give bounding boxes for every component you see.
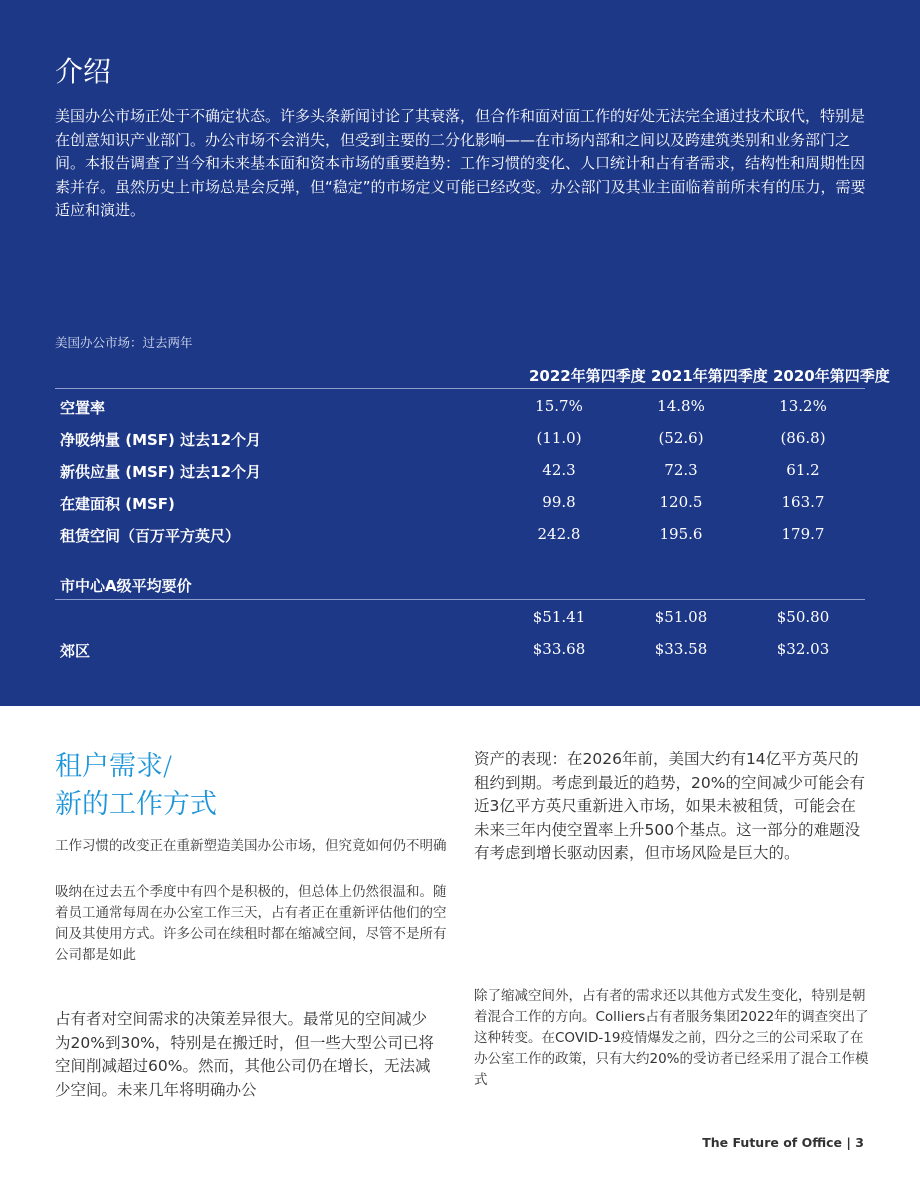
row-label-net-absorption: 净吸纳量 (MSF) 过去12个月: [60, 431, 262, 449]
table-cell: 15.7%: [535, 397, 583, 415]
table-cell: 61.2: [786, 461, 820, 479]
intro-body: 美国办公市场正处于不确定状态。许多头条新闻讨论了其衰落，但合作和面对面工作的好处无法完全通过技术取代，特别是在创意知识产业部门。办公市场不会消失，但受到主要的二分化影响——在市场内部和之间以及跨建筑类别和业务部门之间。本报告调查了当今和未来基本面和资本市场的重要趋势：工作习惯的变化、人口统计和占有者需求，结构性和周期性因素并存。虽然历史上市场总是会反弹，但“稳定”的市场定义可能已经改变。办公部门及其业主面临着前所未有的压力，需要适应和演进。: [55, 107, 866, 219]
table-cell: (52.6): [658, 429, 704, 447]
table-cell: 72.3: [664, 461, 698, 479]
table-cell: $50.80: [776, 608, 830, 626]
table-cell: 179.7: [781, 525, 825, 543]
row-label-under-construction: 在建面积 (MSF): [60, 495, 175, 513]
table-cell: 195.6: [659, 525, 703, 543]
section-title-line2: 新的工作方式: [55, 789, 217, 820]
intro-title: 介绍: [55, 55, 112, 88]
table-cell: 120.5: [659, 493, 703, 511]
table-cell: $51.08: [654, 608, 708, 626]
paragraph-assets: 资产的表现：在2026年前，美国大约有14亿平方英尺的租约到期。考虑到最近的趋势，20%的空间减少可能会有近3亿平方英尺重新进入市场，如果未被租赁，可能会在未来三年内使空置率上升500个基点。这一部分的难题没有考虑到增长驱动因素，但市场风险是巨大的。: [474, 750, 865, 862]
row-label-suburban: 郊区: [60, 642, 91, 660]
table-cell: $51.41: [532, 608, 586, 626]
table-cell: (86.8): [780, 429, 826, 447]
table-cell: 14.8%: [657, 397, 705, 415]
column-header-2021q4: 2021年第四季度: [651, 367, 768, 385]
table-cell: 13.2%: [779, 397, 827, 415]
table-cell: 99.8: [542, 493, 576, 511]
paragraph-decisions: 占有者对空间需求的决策差异很大。最常见的空间减少为20%到30%，特别是在搬迁时，但一些大型公司已将空间削减超过60%。然而，其他公司仍在增长，无法减少空间。未来几年将明确办公: [55, 1010, 434, 1099]
page-footer: The Future of Office | 3: [702, 1135, 864, 1150]
paragraph-hybrid: 除了缩减空间外，占有者的需求还以其他方式发生变化，特别是朝着混合工作的方向。Colliers占有者服务集团2022年的调查突出了这种转变。在COVID-19疫情爆发之前，四分之三的公司采取了在办公室工作的政策，只有大约20%的受访者已经采用了混合工作模式: [474, 988, 869, 1088]
section-title: [55, 748, 217, 824]
table-cell: 42.3: [542, 461, 576, 479]
table-cell: $32.03: [776, 640, 830, 658]
rent-section-rule: [55, 599, 865, 600]
row-label-vacancy: 空置率: [60, 399, 106, 417]
table-caption: 美国办公市场：过去两年: [55, 335, 193, 350]
section-title-line1: 租户需求/: [55, 751, 173, 782]
paragraph-absorption: 吸纳在过去五个季度中有四个是积极的，但总体上仍然很温和。随着员工通常每周在办公室工作三天，占有者正在重新评估他们的空间及其使用方式。许多公司在续租时都在缩减空间，尽管不是所有公司都是如此: [55, 884, 447, 963]
column-header-2020q4: 2020年第四季度: [773, 367, 890, 385]
paragraph-habits: 工作习惯的改变正在重新塑造美国办公市场，但究竟如何仍不明确: [55, 838, 447, 854]
table-cell: 163.7: [781, 493, 825, 511]
table-cell: $33.68: [532, 640, 586, 658]
row-label-leasing: 租赁空间（百万平方英尺）: [60, 527, 241, 545]
table-cell: 242.8: [537, 525, 581, 543]
table-header-rule: [55, 388, 865, 389]
table-cell: (11.0): [536, 429, 582, 447]
rent-section-label: 市中心A级平均要价: [60, 577, 192, 595]
row-label-new-supply: 新供应量 (MSF) 过去12个月: [60, 463, 262, 481]
table-cell: $33.58: [654, 640, 708, 658]
column-header-2022q4: 2022年第四季度: [529, 367, 646, 385]
